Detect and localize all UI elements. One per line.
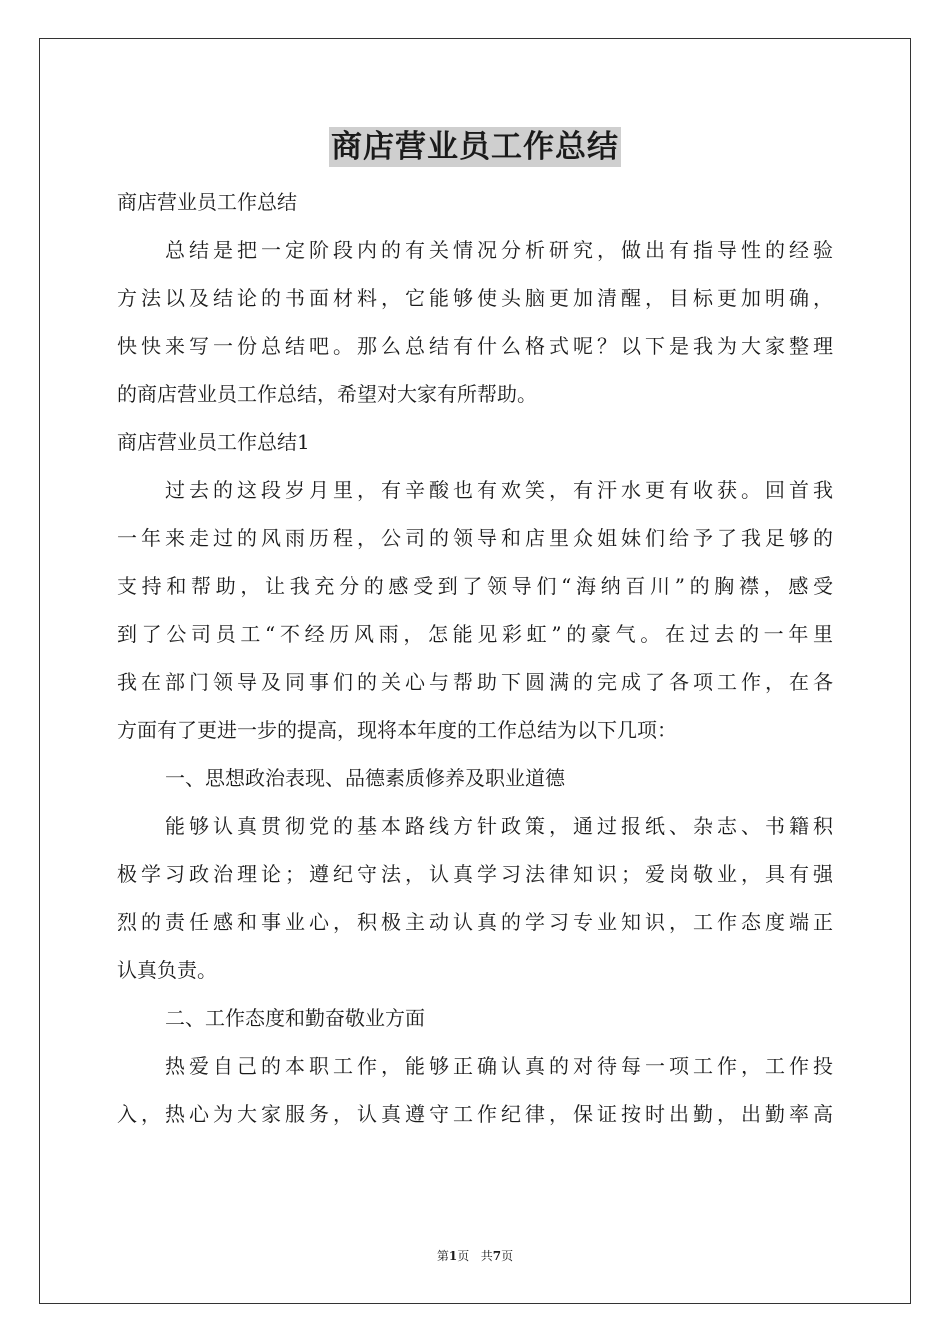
footer-page-suffix: 页 — [457, 1249, 470, 1263]
text-line: 总结是把一定阶段内的有关情况分析研究，做出有指导性的经验 — [165, 238, 833, 262]
text-line: 快快来写一份总结吧。那么总结有什么格式呢？以下是我为大家整理 — [117, 334, 833, 358]
footer-total-suffix: 页 — [501, 1249, 514, 1263]
text-line: 商店营业员工作总结1 — [117, 430, 310, 454]
text-line: 到了公司员工“不经历风雨，怎能见彩虹”的豪气。在过去的一年里 — [117, 622, 833, 646]
text-line: 烈的责任感和事业心，积极主动认真的学习专业知识，工作态度端正 — [117, 910, 833, 934]
text-line: 我在部门领导及同事们的关心与帮助下圆满的完成了各项工作，在各 — [117, 670, 833, 694]
text-line: 极学习政治理论；遵纪守法，认真学习法律知识；爱岗敬业，具有强 — [117, 862, 833, 886]
text-line: 能够认真贯彻党的基本路线方针政策，通过报纸、杂志、书籍积 — [165, 814, 833, 838]
text-line: 过去的这段岁月里，有辛酸也有欢笑，有汗水更有收获。回首我 — [165, 478, 833, 502]
text-line: 支持和帮助，让我充分的感受到了领导们“海纳百川”的胸襟，感受 — [117, 574, 833, 598]
footer-page-prefix: 第 — [436, 1249, 449, 1263]
text-line: 认真负责。 — [117, 958, 217, 982]
footer-page-number: 1 — [448, 1249, 458, 1263]
text-line: 一年来走过的风雨历程，公司的领导和店里众姐妹们给予了我足够的 — [117, 526, 833, 550]
text-line: 二、工作态度和勤奋敬业方面 — [165, 1006, 425, 1030]
text-line: 方法以及结论的书面材料，它能够使头脑更加清醒，目标更加明确， — [117, 286, 833, 310]
footer-total-pages: 7 — [492, 1249, 502, 1263]
page-footer — [0, 1248, 950, 1264]
text-line: 热爱自己的本职工作，能够正确认真的对待每一项工作，工作投 — [165, 1054, 833, 1078]
text-line: 入，热心为大家服务，认真遵守工作纪律，保证按时出勤，出勤率高 — [117, 1102, 833, 1126]
document-body — [117, 178, 833, 1138]
footer-total-prefix: 共 — [480, 1249, 493, 1263]
text-line: 方面有了更进一步的提高，现将本年度的工作总结为以下几项： — [117, 718, 677, 742]
document-title — [0, 127, 950, 167]
text-line: 的商店营业员工作总结，希望对大家有所帮助。 — [117, 382, 537, 406]
text-line: 商店营业员工作总结 — [117, 190, 297, 214]
document-title-text: 商店营业员工作总结 — [331, 129, 619, 165]
text-line: 一、思想政治表现、品德素质修养及职业道德 — [165, 766, 565, 790]
